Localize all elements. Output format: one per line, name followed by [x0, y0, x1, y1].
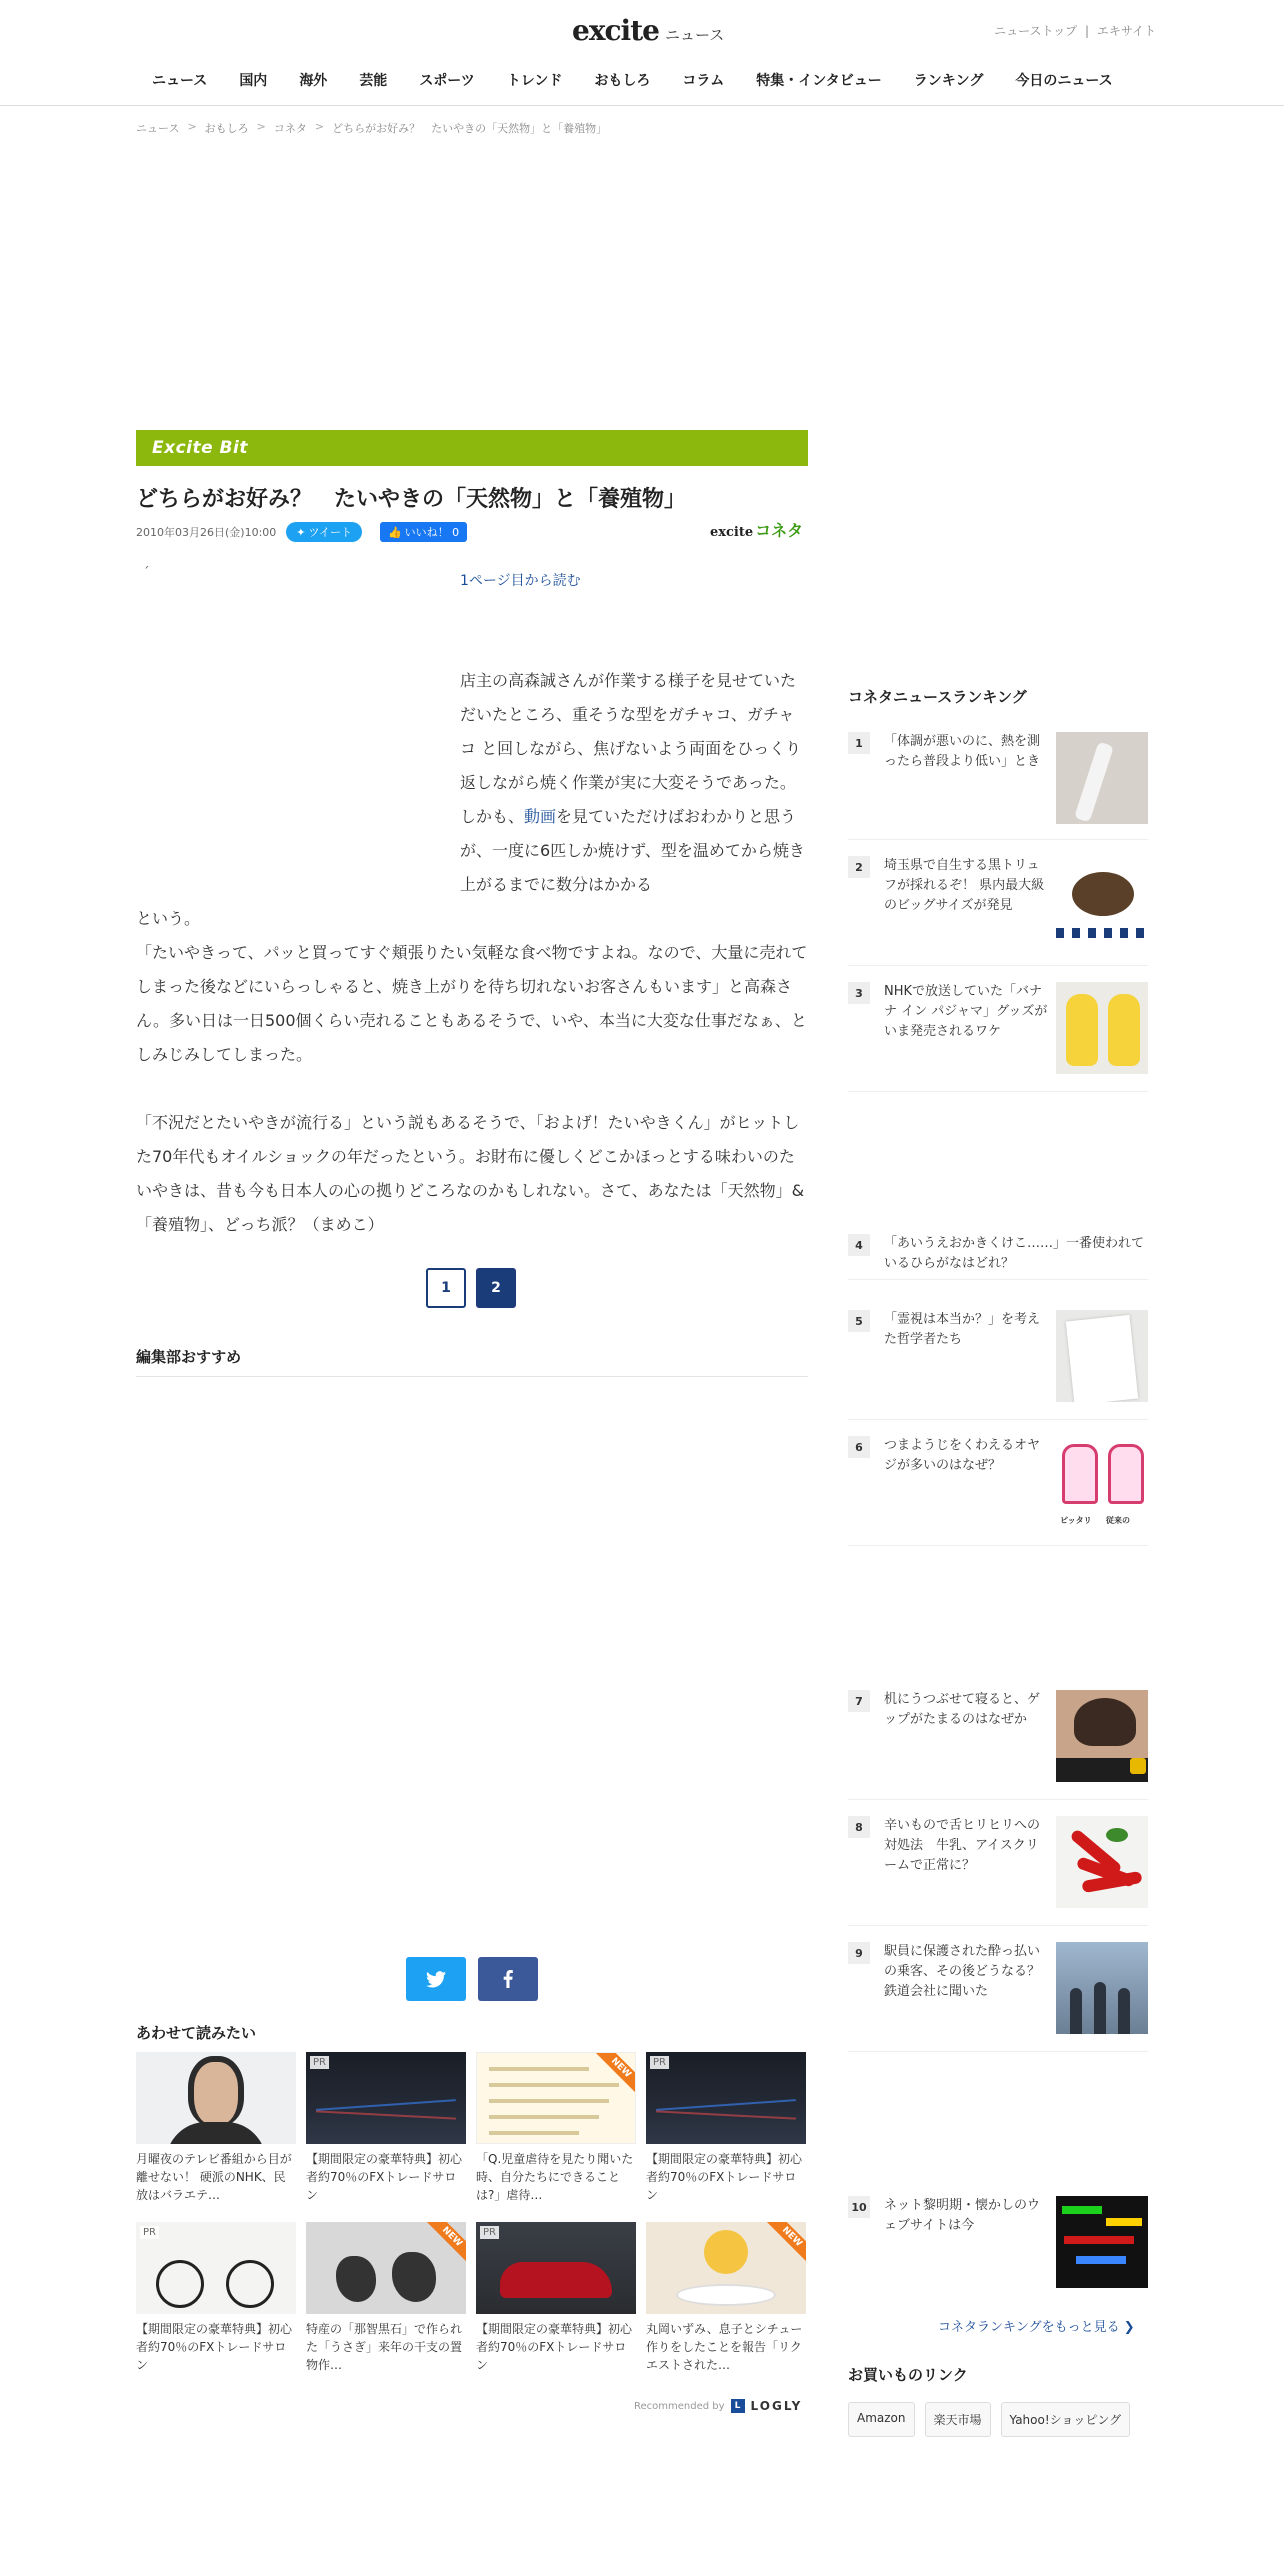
rec-card[interactable] [476, 2052, 636, 2204]
nav-item-today[interactable]: 今日のニュース [1015, 73, 1113, 89]
rec-title: 丸岡いずみ、息子とシチュー作りをしたことを報告「リクエストされた… [646, 2322, 803, 2372]
article-date: 2010年03月26日(金)10:00 [136, 526, 277, 539]
news-top-link[interactable]: ニューストップ [994, 24, 1078, 38]
rec-card[interactable] [136, 2222, 296, 2374]
ranking-item[interactable] [848, 2196, 1148, 2296]
nav-item-sports[interactable]: スポーツ [419, 73, 475, 89]
like-label: いいね！ 0 [404, 526, 460, 539]
pr-tag: PR [480, 2226, 499, 2239]
site-header [0, 0, 1284, 106]
nav-item-ranking[interactable]: ランキング [913, 73, 984, 89]
article-paragraph-2: 「たいやきって、パッと買ってすぐ頬張りたい気軽な食べ物ですよね。なので、大量に売れてしまった後などにいらっしゃると、焼き上がりを待ち切れないお客さんもいます」と高森さん。多い日は一日500個くらい売れることもあるそうで、いや、本当に大変な仕事だなぁ、としみじみしてしまった。 [136, 943, 808, 1064]
page-2-button[interactable]: 2 [476, 1268, 516, 1308]
rec-card[interactable] [136, 2052, 296, 2204]
share-bar [406, 1957, 538, 2001]
nav-item-news[interactable]: ニュース [152, 73, 208, 89]
nav-item-entertainment[interactable]: 芸能 [359, 73, 388, 89]
ranking-title: つまようじをくわえるオヤジが多いのはなぜ？ [884, 1438, 1041, 1473]
recommended-by-logly [634, 2399, 802, 2413]
like-button[interactable] [380, 522, 467, 542]
pagination [426, 1268, 516, 1308]
share-facebook-button[interactable] [478, 1957, 538, 2001]
rec-card[interactable] [306, 2052, 466, 2204]
nav-item-feature[interactable]: 特集・インタビュー [756, 73, 882, 89]
rec-thumbnail [306, 2052, 466, 2144]
ranking-title: 辛いもので舌ヒリヒリへの対処法 牛乳、アイスクリームで正常に？ [884, 1818, 1041, 1873]
breadcrumb-funny[interactable]: おもしろ [204, 122, 249, 135]
rank-number: 3 [848, 982, 870, 1004]
new-tag: NEW [765, 2222, 806, 2264]
pr-tag: PR [140, 2226, 159, 2239]
rank-number: 10 [848, 2196, 870, 2218]
image-placeholder-mark: ´ [143, 566, 150, 581]
logo-sub: ニュース [664, 26, 725, 44]
tweet-label: ツイート [308, 526, 352, 539]
ranking-thumbnail [1056, 2196, 1148, 2288]
also-read-heading: あわせて読みたい [136, 2024, 257, 2042]
ranking-item[interactable] [848, 1690, 1148, 1800]
ranking-thumbnail [1056, 982, 1148, 1074]
read-from-first-page-link[interactable]: 1ページ目から読む [460, 573, 581, 589]
ranking-item[interactable] [848, 1310, 1148, 1420]
article-meta [136, 522, 467, 542]
rank-number: 4 [848, 1234, 870, 1256]
divider [136, 1376, 808, 1377]
ranking-thumbnail [1056, 856, 1148, 948]
ranking-thumbnail [1056, 1436, 1148, 1528]
ranking-item[interactable] [848, 732, 1148, 840]
ranking-title: ネット黎明期・懐かしのウェブサイトは今 [884, 2198, 1041, 2233]
rec-thumbnail [476, 2222, 636, 2314]
global-nav [136, 70, 1129, 90]
rank-number: 9 [848, 1942, 870, 1964]
logo-main: excite [572, 14, 659, 47]
ranking-item[interactable] [848, 1436, 1148, 1546]
brand-excite: excite [710, 525, 754, 540]
rec-thumbnail [476, 2052, 636, 2144]
nav-item-world[interactable]: 海外 [299, 73, 328, 89]
logly-icon: L [731, 2399, 745, 2413]
breadcrumb-konetal[interactable]: コネタ [273, 122, 307, 135]
shopping-links [848, 2402, 1130, 2437]
rec-thumbnail [306, 2222, 466, 2314]
breadcrumb [136, 120, 607, 136]
rec-title: 【期間限定の豪華特典】初心者約70％のFXトレードサロン [136, 2322, 293, 2372]
article-paragraph-1 [460, 664, 808, 902]
ranking-title: 「あいうえおかきくけこ……」一番使われているひらがなはどれ？ [884, 1236, 1145, 1271]
ranking-thumbnail [1056, 732, 1148, 824]
ranking-thumbnail [1056, 1816, 1148, 1908]
article-paragraph-3: 「不況だとたいやきが流行る」という説もあるそうで、「およげ！たいやきくん」がヒットした70年代もオイルショックの年だったという。お財布に優しくどこかほっとする味わいのたいやきは、昔も今も日本人の心の拠りどころなのかもしれない。さて、あなたは「天然物」&「養殖物」、どっち派？（まめこ） [136, 1113, 805, 1234]
rank-number: 7 [848, 1690, 870, 1712]
nav-item-funny[interactable]: おもしろ [594, 73, 651, 89]
ranking-title: 「霊視は本当か？」を考えた哲学者たち [884, 1312, 1041, 1347]
rec-thumbnail [646, 2222, 806, 2314]
logly-name: LOGLY [750, 2399, 803, 2413]
nav-item-column[interactable]: コラム [682, 73, 725, 89]
tweet-button[interactable] [286, 522, 362, 542]
ranking-thumbnail [1056, 1310, 1148, 1402]
new-tag: NEW [594, 2052, 636, 2095]
rank-number: 8 [848, 1816, 870, 1838]
rec-card[interactable] [646, 2222, 806, 2374]
top-links [994, 22, 1156, 39]
breadcrumb-news[interactable]: ニュース [136, 122, 180, 135]
thumbs-up-icon: 👍 [387, 525, 402, 539]
pr-tag: PR [650, 2056, 669, 2069]
rec-thumbnail [646, 2052, 806, 2144]
article-title: どちらがお好み？ たいやきの「天然物」と「養殖物」 [136, 487, 687, 512]
rec-thumbnail [136, 2222, 296, 2314]
twitter-icon [426, 1971, 446, 1988]
ranking-title: 「体調が悪いのに、熱を測ったら普段より低い」とき [884, 734, 1041, 769]
ranking-thumbnail [1056, 1942, 1148, 2034]
nav-item-domestic[interactable]: 国内 [239, 73, 268, 89]
page-1-button[interactable]: 1 [426, 1268, 466, 1308]
breadcrumb-separator: > [187, 120, 197, 133]
rec-title: 【期間限定の豪華特典】初心者約70％のFXトレードサロン [476, 2322, 633, 2372]
p1-text-b: を見ていただけばおわかりと思うが、一度に6匹しか焼けず、型を温めてから焼き上がるまでに数分はかかる [460, 807, 805, 894]
new-tag: NEW [425, 2222, 466, 2264]
share-twitter-button[interactable] [406, 1957, 466, 2001]
editors-pick-heading: 編集部おすすめ [136, 1348, 242, 1366]
rank-number: 5 [848, 1310, 870, 1332]
shopping-links-heading: お買いものリンク [848, 2366, 968, 2384]
rec-card[interactable] [646, 2052, 806, 2204]
rank-number: 6 [848, 1436, 870, 1458]
ranking-item[interactable] [848, 1942, 1148, 2052]
rec-title: 「Q.児童虐待を見たり聞いた時、自分たちにできることは?」虐待… [476, 2152, 634, 2202]
nav-item-trend[interactable]: トレンド [506, 73, 563, 89]
pr-tag: PR [310, 2056, 329, 2069]
rec-card[interactable] [476, 2222, 636, 2374]
facebook-icon [503, 1970, 513, 1988]
brand-konetal: コネタ [755, 521, 804, 540]
ranking-item[interactable] [848, 1816, 1148, 1926]
article-paragraph-1-tail: という。 [136, 909, 201, 928]
banner-text: Excite Bit [152, 438, 248, 458]
excite-news-logo[interactable] [572, 14, 724, 47]
ranking-item[interactable] [848, 856, 1148, 966]
breadcrumb-separator: > [256, 120, 266, 133]
p1-text-a: 店主の高森誠さんが作業する様子を見せていただいたところ、重そうな型をガチャコ、ガチャコ と回しながら、焦げないよう両面をひっくり返しながら焼く作業が実に大変そうであった。しかも、 [460, 671, 802, 826]
ranking-more-link[interactable]: コネタランキングをもっと見る ❯ [938, 2320, 1135, 2335]
recommended-by-label: Recommended by [634, 2400, 725, 2412]
rec-title: 【期間限定の豪華特典】初心者約70％のFXトレードサロン [646, 2152, 803, 2202]
video-link[interactable]: 動画 [524, 807, 557, 826]
top-links-separator: | [1084, 24, 1089, 38]
rec-title: 【期間限定の豪華特典】初心者約70％のFXトレードサロン [306, 2152, 463, 2202]
ranking-title: NHKで放送していた「バナナ イン パジャマ」グッズがいま発売されるワケ [884, 984, 1048, 1039]
ranking-item[interactable] [848, 982, 1148, 1092]
teeth-caption: 従来の [1106, 1516, 1130, 1525]
rank-number: 1 [848, 732, 870, 754]
konetal-brand-logo [710, 518, 803, 541]
rank-number: 2 [848, 856, 870, 878]
shop-rakuten-button[interactable]: 楽天市場 [925, 2402, 991, 2437]
rec-title: 月曜夜のテレビ番組から目が離せない！ 硬派のNHK、民放はバラエテ… [136, 2152, 292, 2202]
ranking-heading: コネタニュースランキング [848, 688, 1027, 706]
teeth-caption: ピッタリ [1060, 1516, 1092, 1525]
excite-bit-banner [136, 430, 808, 466]
ranking-title: 机にうつぶせて寝ると、ゲップがたまるのはなぜか [884, 1692, 1041, 1727]
rec-thumbnail [136, 2052, 296, 2144]
excite-link[interactable]: エキサイト [1096, 24, 1156, 38]
twitter-bird-icon: ✦ [296, 525, 306, 539]
shop-amazon-button[interactable]: Amazon [848, 2402, 915, 2437]
rec-card[interactable] [306, 2222, 466, 2374]
ranking-thumbnail [1056, 1690, 1148, 1782]
breadcrumb-separator: > [314, 120, 325, 133]
ranking-title: 埼玉県で自生する黒トリュフが採れるぞ！ 県内最大級のビッグサイズが発見 [884, 858, 1045, 913]
ranking-item[interactable] [848, 1234, 1148, 1280]
recommended-grid [136, 2052, 808, 2374]
breadcrumb-current: どちらがお好み？ たいやきの「天然物」と「養殖物」 [332, 122, 608, 135]
rec-title: 特産の「那智黒石」で作られた「うさぎ」来年の干支の置物作… [306, 2322, 463, 2372]
shop-yahoo-button[interactable]: Yahoo!ショッピング [1001, 2402, 1131, 2437]
ranking-title: 駅員に保護された酔っ払いの乗客、その後どうなる？ 鉄道会社に聞いた [884, 1944, 1054, 1999]
